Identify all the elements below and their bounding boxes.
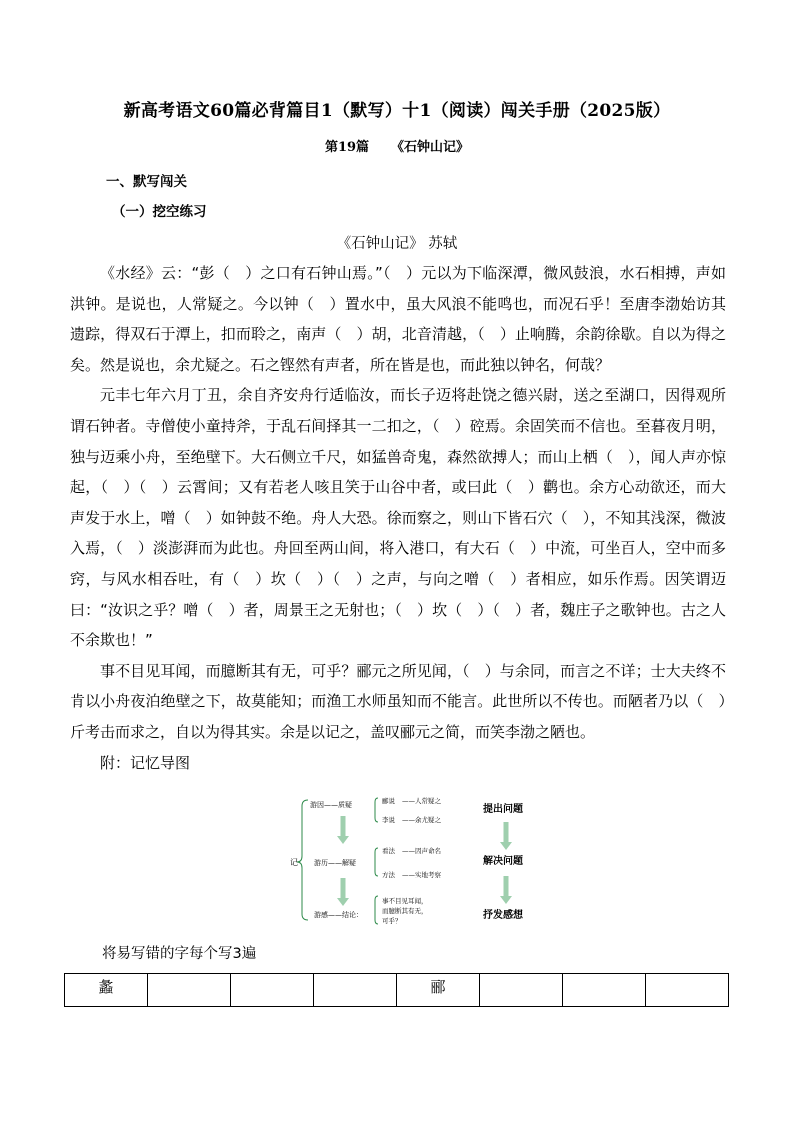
essay-paragraph: 元丰七年六月丁丑，余自齐安舟行适临汝，而长子迈将赴饶之德兴尉，送之至湖口，因得观所谓石钟者。寺僧使小童持斧，于乱石间择其一二扣之，（ ）硿焉。余固笑而不信也。至暮夜月明，独与迈乘小舟，至绝壁下。大石侧立千尺，如猛兽奇鬼，森然欲搏人；而山上栖（ ），闻人声亦惊起，（ ）（ ）云霄间；又有若老人咳且笑于山谷中者，或曰此（ ）鹳也。余方心动欲还，而大声发于水上，噌（ ）如钟鼓不绝。舟人大恐。徐而察之，则山下皆石穴（ ），不知其浅深，微波入焉，（ ）淡澎湃而为此也。舟回至两山间，将入港口，有大石（ ）中流，可坐百人，空中而多窍，与风水相吞吐，有（ ）坎（ ）（ ）之声，与向之噌（ ）者相应，如乐作焉。因笑谓迈曰：“汝识之乎？噌（ ）者，周景王之无射也；（ ）坎（ ）（ ）者，魏庄子之歌钟也。古之人不余欺也！” — [70, 386, 726, 650]
mindmap-node: 而臆断其有无， — [382, 907, 428, 915]
mindmap-node: 解决问题 — [483, 856, 523, 867]
mindmap-node: 看法 — [382, 847, 395, 855]
mindmap-node: ——人常疑之 — [402, 797, 441, 805]
essay-paragraph: 《水经》云：“彭（ ）之口有石钟山焉。”（ ）元以为下临深潭，微风鼓浪，水石相搏，声如洪钟。是说也，人常疑之。今以钟（ ）置水中，虽大风浪不能鸣也，而况石乎！至唐李渤始访其遗踪，得双石于潭上，扣而聆之，南声（ ）胡，北音清越，（ ）止响腾，余韵徐歇。自以为得之矣。然是说也，余尤疑之。石之铿然有声者，所在皆是也，而此独以钟名，何哉？ — [70, 264, 726, 374]
piece-number: 第19篇 — [324, 140, 370, 155]
mindmap-node: 可乎？ — [382, 917, 402, 925]
practice-cell[interactable] — [563, 974, 646, 1007]
essay-title: 《石钟山记》 苏轼 — [336, 236, 458, 252]
piece-title: 《石钟山记》 — [391, 140, 470, 155]
mindmap-caption: 附：记忆导图 — [100, 753, 191, 772]
page-title: 新高考语文60篇必背篇目1（默写）十1（阅读）闯关手册（2025版） — [123, 101, 671, 121]
practice-caption: 将易写错的字每个写3遍 — [102, 946, 257, 962]
practice-cell: 蠡 — [65, 974, 148, 1007]
mindmap-node: 提出问题 — [483, 804, 523, 815]
mindmap-node: 游因——质疑 — [310, 801, 352, 809]
mindmap-node: ——因声命名 — [402, 847, 441, 855]
memory-mindmap — [288, 792, 538, 932]
mindmap-node: 郦说 — [382, 797, 395, 805]
mindmap-node: 李说 — [382, 816, 395, 824]
essay-body — [70, 258, 726, 778]
mindmap-node: 游感——结论： — [314, 911, 363, 919]
subsection-heading: （一）挖空练习 — [112, 204, 207, 220]
practice-cell[interactable] — [231, 974, 314, 1007]
essay-paragraph: 事不目见耳闻，而臆断其有无，可乎？郦元之所见闻，（ ）与余同，而言之不详；士大夫终不肯以小舟夜泊绝壁之下，故莫能知；而渔工水师虽知而不能言。此世所以不传也。而陋者乃以（ ）斤考击而求之，自以为得其实。余是以记之，盖叹郦元之简，而笑李渤之陋也。 — [70, 661, 726, 741]
mindmap-node: 抒发感想 — [483, 910, 523, 921]
mindmap-node: 游历——解疑 — [314, 859, 356, 867]
piece-heading — [0, 136, 794, 155]
practice-cell[interactable] — [480, 974, 563, 1007]
mindmap-node: 方法 — [382, 871, 395, 879]
practice-cell[interactable] — [148, 974, 231, 1007]
practice-table — [64, 973, 729, 1007]
mindmap-node: ——实地考察 — [402, 871, 441, 879]
mindmap-root: 记 — [290, 858, 298, 867]
practice-cell: 郦 — [397, 974, 480, 1007]
practice-cell[interactable] — [314, 974, 397, 1007]
mindmap-node: 事不目见耳闻， — [382, 897, 428, 905]
mindmap-node: ——余尤疑之 — [402, 816, 441, 824]
practice-cell[interactable] — [646, 974, 729, 1007]
table-row — [65, 974, 729, 1007]
section-heading: 一、默写闯关 — [106, 174, 187, 190]
